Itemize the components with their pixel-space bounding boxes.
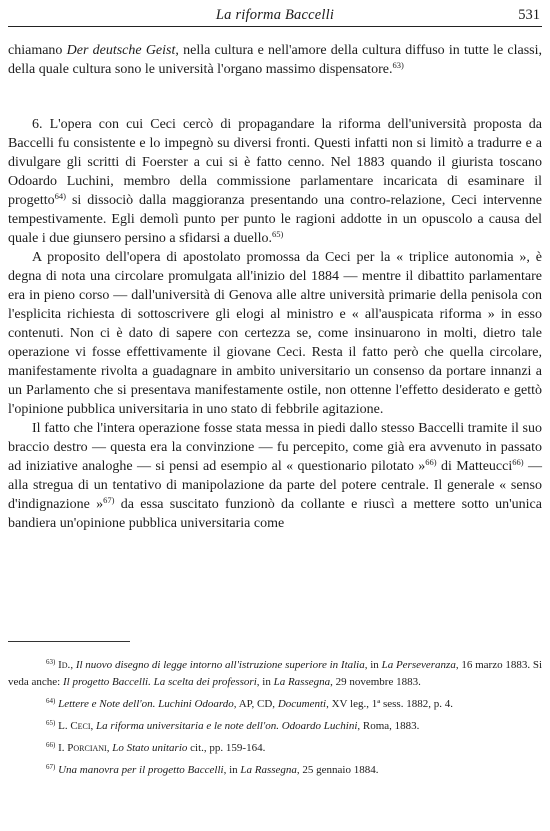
footnote-ref-66b[interactable]: 66) bbox=[512, 457, 524, 467]
footnote-64: $^{64)}$ Lettere e Note dell'on. Luchini Odoardo, AP, CD, Documenti, XV leg., 1ª sess. 1882, p. 4. bbox=[46, 697, 453, 710]
footnote-63: $^{63)}$ Id., Il nuovo disegno di legge intorno all'istruzione superiore in Italia, in La Perseveranza, 16 marzo 1883. Si veda anche: Il progetto Baccelli. La scelta dei professori, in La Rassegna, 29 novembre 1883. bbox=[8, 658, 543, 688]
running-header bbox=[8, 2, 542, 27]
footnote-65: $^{65)}$ L. Ceci, La riforma universitaria e le note dell'on. Odoardo Luchini, Roma, 1883. bbox=[46, 719, 420, 732]
footnote-ref-65[interactable]: 65) bbox=[271, 229, 284, 239]
footnote-separator bbox=[8, 641, 130, 642]
footnote-67: $^{67)}$ Una manovra per il progetto Baccelli, in La Rassegna, 25 gennaio 1884. bbox=[46, 763, 379, 776]
emphasis-title: Der deutsche Geist bbox=[66, 43, 176, 58]
main-text bbox=[8, 41, 542, 533]
footnotes bbox=[8, 657, 542, 784]
footnote-66: $^{66)}$ I. Porciani, Lo Stato unitario cit., pp. 159-164. bbox=[46, 741, 266, 754]
footnote-ref-67[interactable]: 67) bbox=[103, 495, 115, 505]
footnote-ref-66[interactable]: 66) bbox=[425, 457, 437, 467]
page-number: 531 bbox=[518, 7, 540, 23]
paragraph-section-6: 6. L'opera con cui Ceci cercò di propagandare la riforma dell'università proposta da Baccelli fu consistente e lo impegnò su diversi fronti. Questi infatti non si limitò a tradurre e a divulgare gli scritti di Foerster a cui si è fatto cenno. Nel 1883 quando il giurista toscano Odoardo Luchini, membro della commissione parlamentare incaricata di esaminare il progetto$^{64)}$ si dissociò dalla maggioranza presentando una contro-relazione, Ceci intervenne tempestivamente. Egli demolì punto per punto le ragioni addotte in un opuscolo a causa del quale i due giunsero persino a sfidarsi a duello.$^{65)}$ bbox=[8, 117, 542, 246]
running-title: La riforma Baccelli bbox=[215, 7, 335, 23]
paragraph-operazione: Il fatto che l'intera operazione fosse stata messa in piedi dallo stesso Baccelli tramite il suo braccio destro — questa era la convinzione — fu percepito, come già era avvenuto in passato ad iniziative analoghe — si pensi ad esempio al « questionario pilotato »$^{66)}$ di Matteucci$^{66)}$ — alla stregua di un tentativo di manipolazione da parte del potere centrale. Il generale « senso d'indignazione »$^{67)}$ da essa suscitato funzionò da collante e riuscì a mettere sotto un'unica bandiera un'opinione pubblica universitaria come bbox=[8, 421, 542, 531]
footnote-ref-63[interactable]: 63) bbox=[392, 60, 404, 70]
paragraph-circolare: A proposito dell'opera di apostolato promossa da Ceci per la « triplice autonomia », è degna di nota una circolare promulgata all'inizio del 1884 — mentre il dibattito parlamentare era in pieno corso — dall'università di Genova alle altre università primarie della penisola con l'esplicita richiesta di sottoscrivere gli elogi al ministro e « all'auspicata riforma » in esso contenuti. Non ci è dato di sapere con certezza se, come insinuarono in molti, dietro tale operazione vi fosse effettivamente il giovane Ceci. Resta il fatto però che quella circolare, manifestamente rivolta a guadagnare in ambito universitario un consenso da portare innanzi a un Parlamento che si presentava manifestamente ostile, non ottenne l'effetto desiderato e gettò l'opinione pubblica universitaria in uno stato di febbrile agitazione. bbox=[8, 250, 542, 417]
paragraph-continuation: chiamano Der deutsche Geist, nella cultura e nell'amore della cultura diffuso in tutte le classi, della quale cultura sono le università l'organo massimo dispensatore.$^{63)}$ bbox=[8, 43, 543, 77]
footnote-ref-64[interactable]: 64) bbox=[54, 191, 66, 201]
